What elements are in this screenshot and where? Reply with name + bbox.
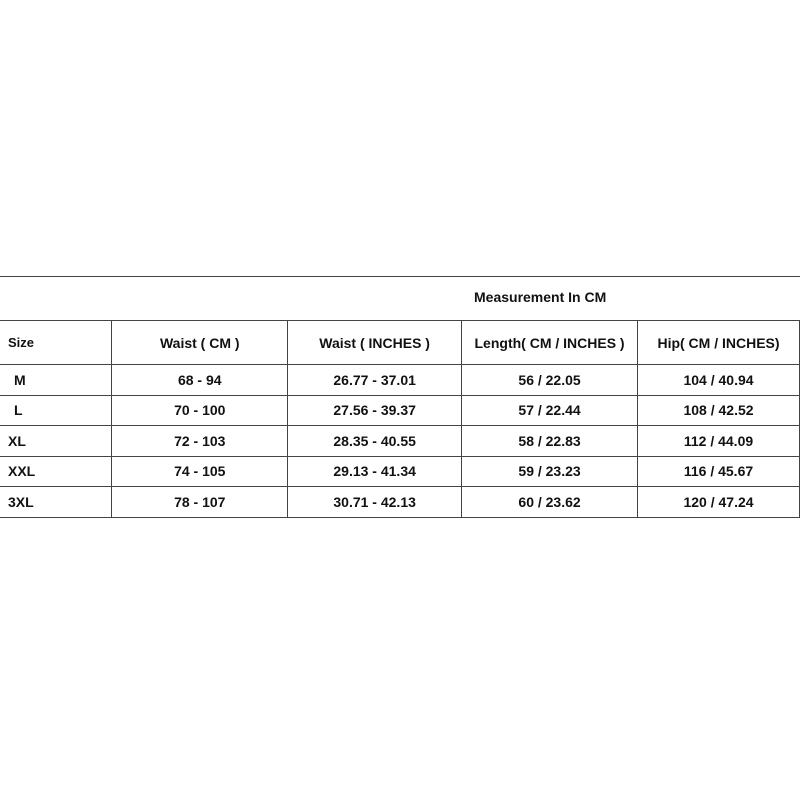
size-cell: M [0, 365, 112, 396]
hip-cell: 120 / 47.24 [638, 487, 800, 518]
size-cell: XL [0, 426, 112, 457]
waist-inches-cell: 29.13 - 41.34 [288, 456, 462, 487]
hip-cell: 104 / 40.94 [638, 365, 800, 396]
hip-cell: 108 / 42.52 [638, 395, 800, 426]
size-chart [0, 276, 800, 523]
table-row [0, 365, 800, 396]
length-cell: 56 / 22.05 [462, 365, 638, 396]
chart-title: Measurement In CM [474, 289, 607, 305]
waist-inches-cell: 30.71 - 42.13 [288, 487, 462, 518]
waist-cm-cell: 70 - 100 [112, 395, 288, 426]
length-cell: 59 / 23.23 [462, 456, 638, 487]
column-header-length: Length( CM / INCHES ) [462, 321, 638, 365]
waist-inches-cell: 26.77 - 37.01 [288, 365, 462, 396]
title-row [0, 276, 800, 321]
length-cell: 58 / 22.83 [462, 426, 638, 457]
table-row [0, 487, 800, 518]
hip-cell: 116 / 45.67 [638, 456, 800, 487]
size-cell: L [0, 395, 112, 426]
table-row [0, 395, 800, 426]
length-cell: 57 / 22.44 [462, 395, 638, 426]
hip-cell: 112 / 44.09 [638, 426, 800, 457]
column-header-size: Size [0, 321, 112, 365]
waist-cm-cell: 74 - 105 [112, 456, 288, 487]
size-cell: XXL [0, 456, 112, 487]
header-row [0, 321, 800, 365]
waist-cm-cell: 78 - 107 [112, 487, 288, 518]
length-cell: 60 / 23.62 [462, 487, 638, 518]
size-table [0, 320, 800, 518]
column-header-hip: Hip( CM / INCHES) [638, 321, 800, 365]
waist-inches-cell: 28.35 - 40.55 [288, 426, 462, 457]
column-header-waist-cm: Waist ( CM ) [112, 321, 288, 365]
size-cell: 3XL [0, 487, 112, 518]
waist-cm-cell: 68 - 94 [112, 365, 288, 396]
waist-cm-cell: 72 - 103 [112, 426, 288, 457]
table-row [0, 426, 800, 457]
waist-inches-cell: 27.56 - 39.37 [288, 395, 462, 426]
column-header-waist-inches: Waist ( INCHES ) [288, 321, 462, 365]
table-row [0, 456, 800, 487]
